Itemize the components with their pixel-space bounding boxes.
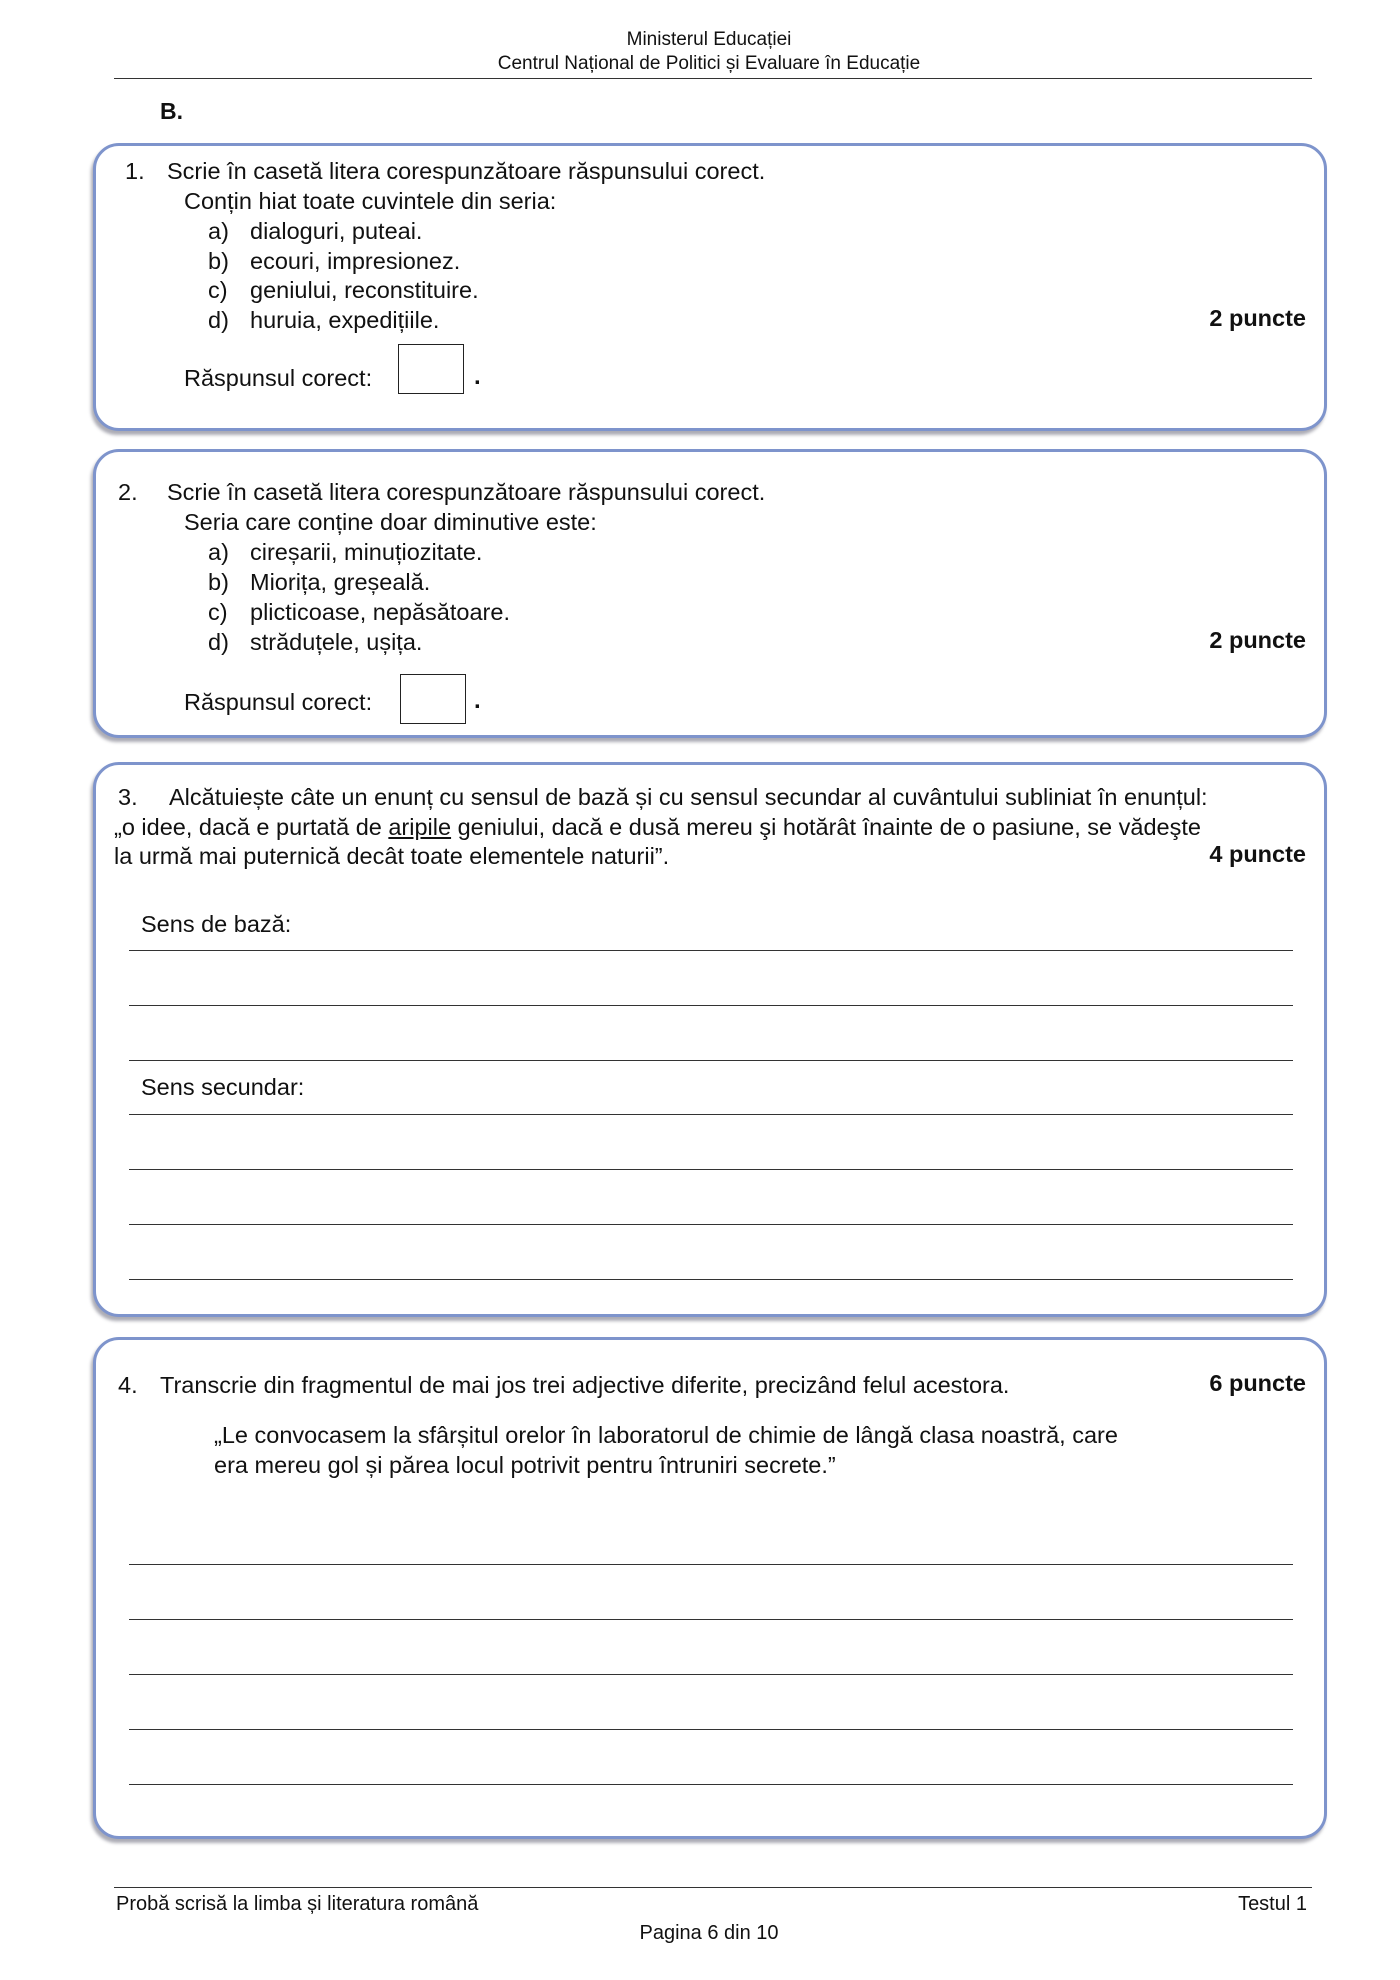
question-3-box [93,762,1327,1317]
q2-option-a-letter: a) [208,539,229,565]
q1-answer-box[interactable] [398,344,464,394]
footer-subject: Probă scrisă la limba și literatura română [116,1893,479,1915]
q1-option-d-letter: d) [208,307,229,333]
q3-line-2-before: „o idee, dacă e purtată de [114,814,389,840]
q3-line-2-after: geniului, dacă e dusă mereu şi hotărât înainte de o pasiune, se vădeşte [451,814,1201,840]
writing-line[interactable] [129,1005,1293,1006]
q1-option-b-letter: b) [208,248,229,274]
q3-line-3: la urmă mai puternică decât toate elementele naturii”. [114,843,670,869]
q1-number: 1. [125,158,145,184]
q2-option-b-text: Miorița, greșeală. [250,569,431,595]
q4-quote-line-1: „Le convocasem la sfârșitul orelor în laboratorul de chimie de lângă clasa noastră, care [214,1422,1118,1448]
writing-line[interactable] [129,1224,1293,1225]
writing-line[interactable] [129,1060,1293,1061]
q3-label-secondary: Sens secundar: [141,1074,305,1100]
writing-line[interactable] [129,1729,1293,1730]
q1-answer-dot: . [474,363,481,390]
q1-option-a-letter: a) [208,218,229,244]
q1-points: 2 puncte [1209,305,1306,331]
q2-option-a-text: cireșarii, minuțiozitate. [250,539,483,565]
q1-instruction: Scrie în casetă litera corespunzătoare răspunsului corect. [167,158,766,184]
q3-label-base: Sens de bază: [141,911,292,937]
q1-option-d-text: huruia, expedițiile. [250,307,440,333]
footer-test: Testul 1 [1238,1893,1307,1915]
q2-option-c-letter: c) [208,599,228,625]
header-divider [114,78,1312,79]
q3-line-2 [114,812,1201,842]
q1-option-b-text: ecouri, impresionez. [250,248,461,274]
q3-number: 3. [118,784,138,810]
q2-option-d-text: străduțele, ușița. [250,629,423,655]
q2-option-b-letter: b) [208,569,229,595]
question-1-box [93,143,1327,431]
q2-prompt: Seria care conține doar diminutive este: [184,509,597,535]
q2-points: 2 puncte [1209,627,1306,653]
writing-line[interactable] [129,1564,1293,1565]
q3-underlined-word: aripile [388,814,452,840]
writing-line[interactable] [129,1279,1293,1280]
footer-page-number: Pagina 6 din 10 [639,1922,779,1944]
q1-option-a-text: dialoguri, puteai. [250,218,423,244]
q4-points: 6 puncte [1209,1370,1306,1396]
q2-answer-dot: . [474,687,481,714]
header-ministry: Ministerul Educației [626,29,792,50]
q4-quote-line-2: era mereu gol și părea locul potrivit pentru întruniri secrete.” [214,1452,836,1478]
q1-option-c-letter: c) [208,277,228,303]
footer-divider [114,1887,1312,1888]
q2-instruction: Scrie în casetă litera corespunzătoare răspunsului corect. [167,479,766,505]
q3-line-1: Alcătuiește câte un enunț cu sensul de bază și cu sensul secundar al cuvântului subliniat în enunțul: [169,784,1208,810]
q3-points: 4 puncte [1209,841,1306,867]
writing-line[interactable] [129,1784,1293,1785]
q2-option-d-letter: d) [208,629,229,655]
writing-line[interactable] [129,950,1293,951]
q4-number: 4. [118,1372,138,1398]
q2-number: 2. [118,479,138,505]
writing-line[interactable] [129,1169,1293,1170]
q1-option-c-text: geniului, reconstituire. [250,277,479,303]
writing-line[interactable] [129,1114,1293,1115]
q4-instruction: Transcrie din fragmentul de mai jos trei adjective diferite, precizând felul acestora. [160,1372,1010,1398]
question-4-box [93,1337,1327,1839]
q2-answer-box[interactable] [400,674,466,724]
q2-answer-label: Răspunsul corect: [184,689,373,715]
writing-line[interactable] [129,1619,1293,1620]
header-center: Centrul Național de Politici și Evaluare în Educație [497,53,921,74]
section-label: B. [160,98,183,124]
writing-line[interactable] [129,1674,1293,1675]
q1-answer-label: Răspunsul corect: [184,365,373,391]
q2-option-c-text: plicticoase, nepăsătoare. [250,599,510,625]
q1-prompt: Conțin hiat toate cuvintele din seria: [184,188,557,214]
question-2-box [93,449,1327,738]
